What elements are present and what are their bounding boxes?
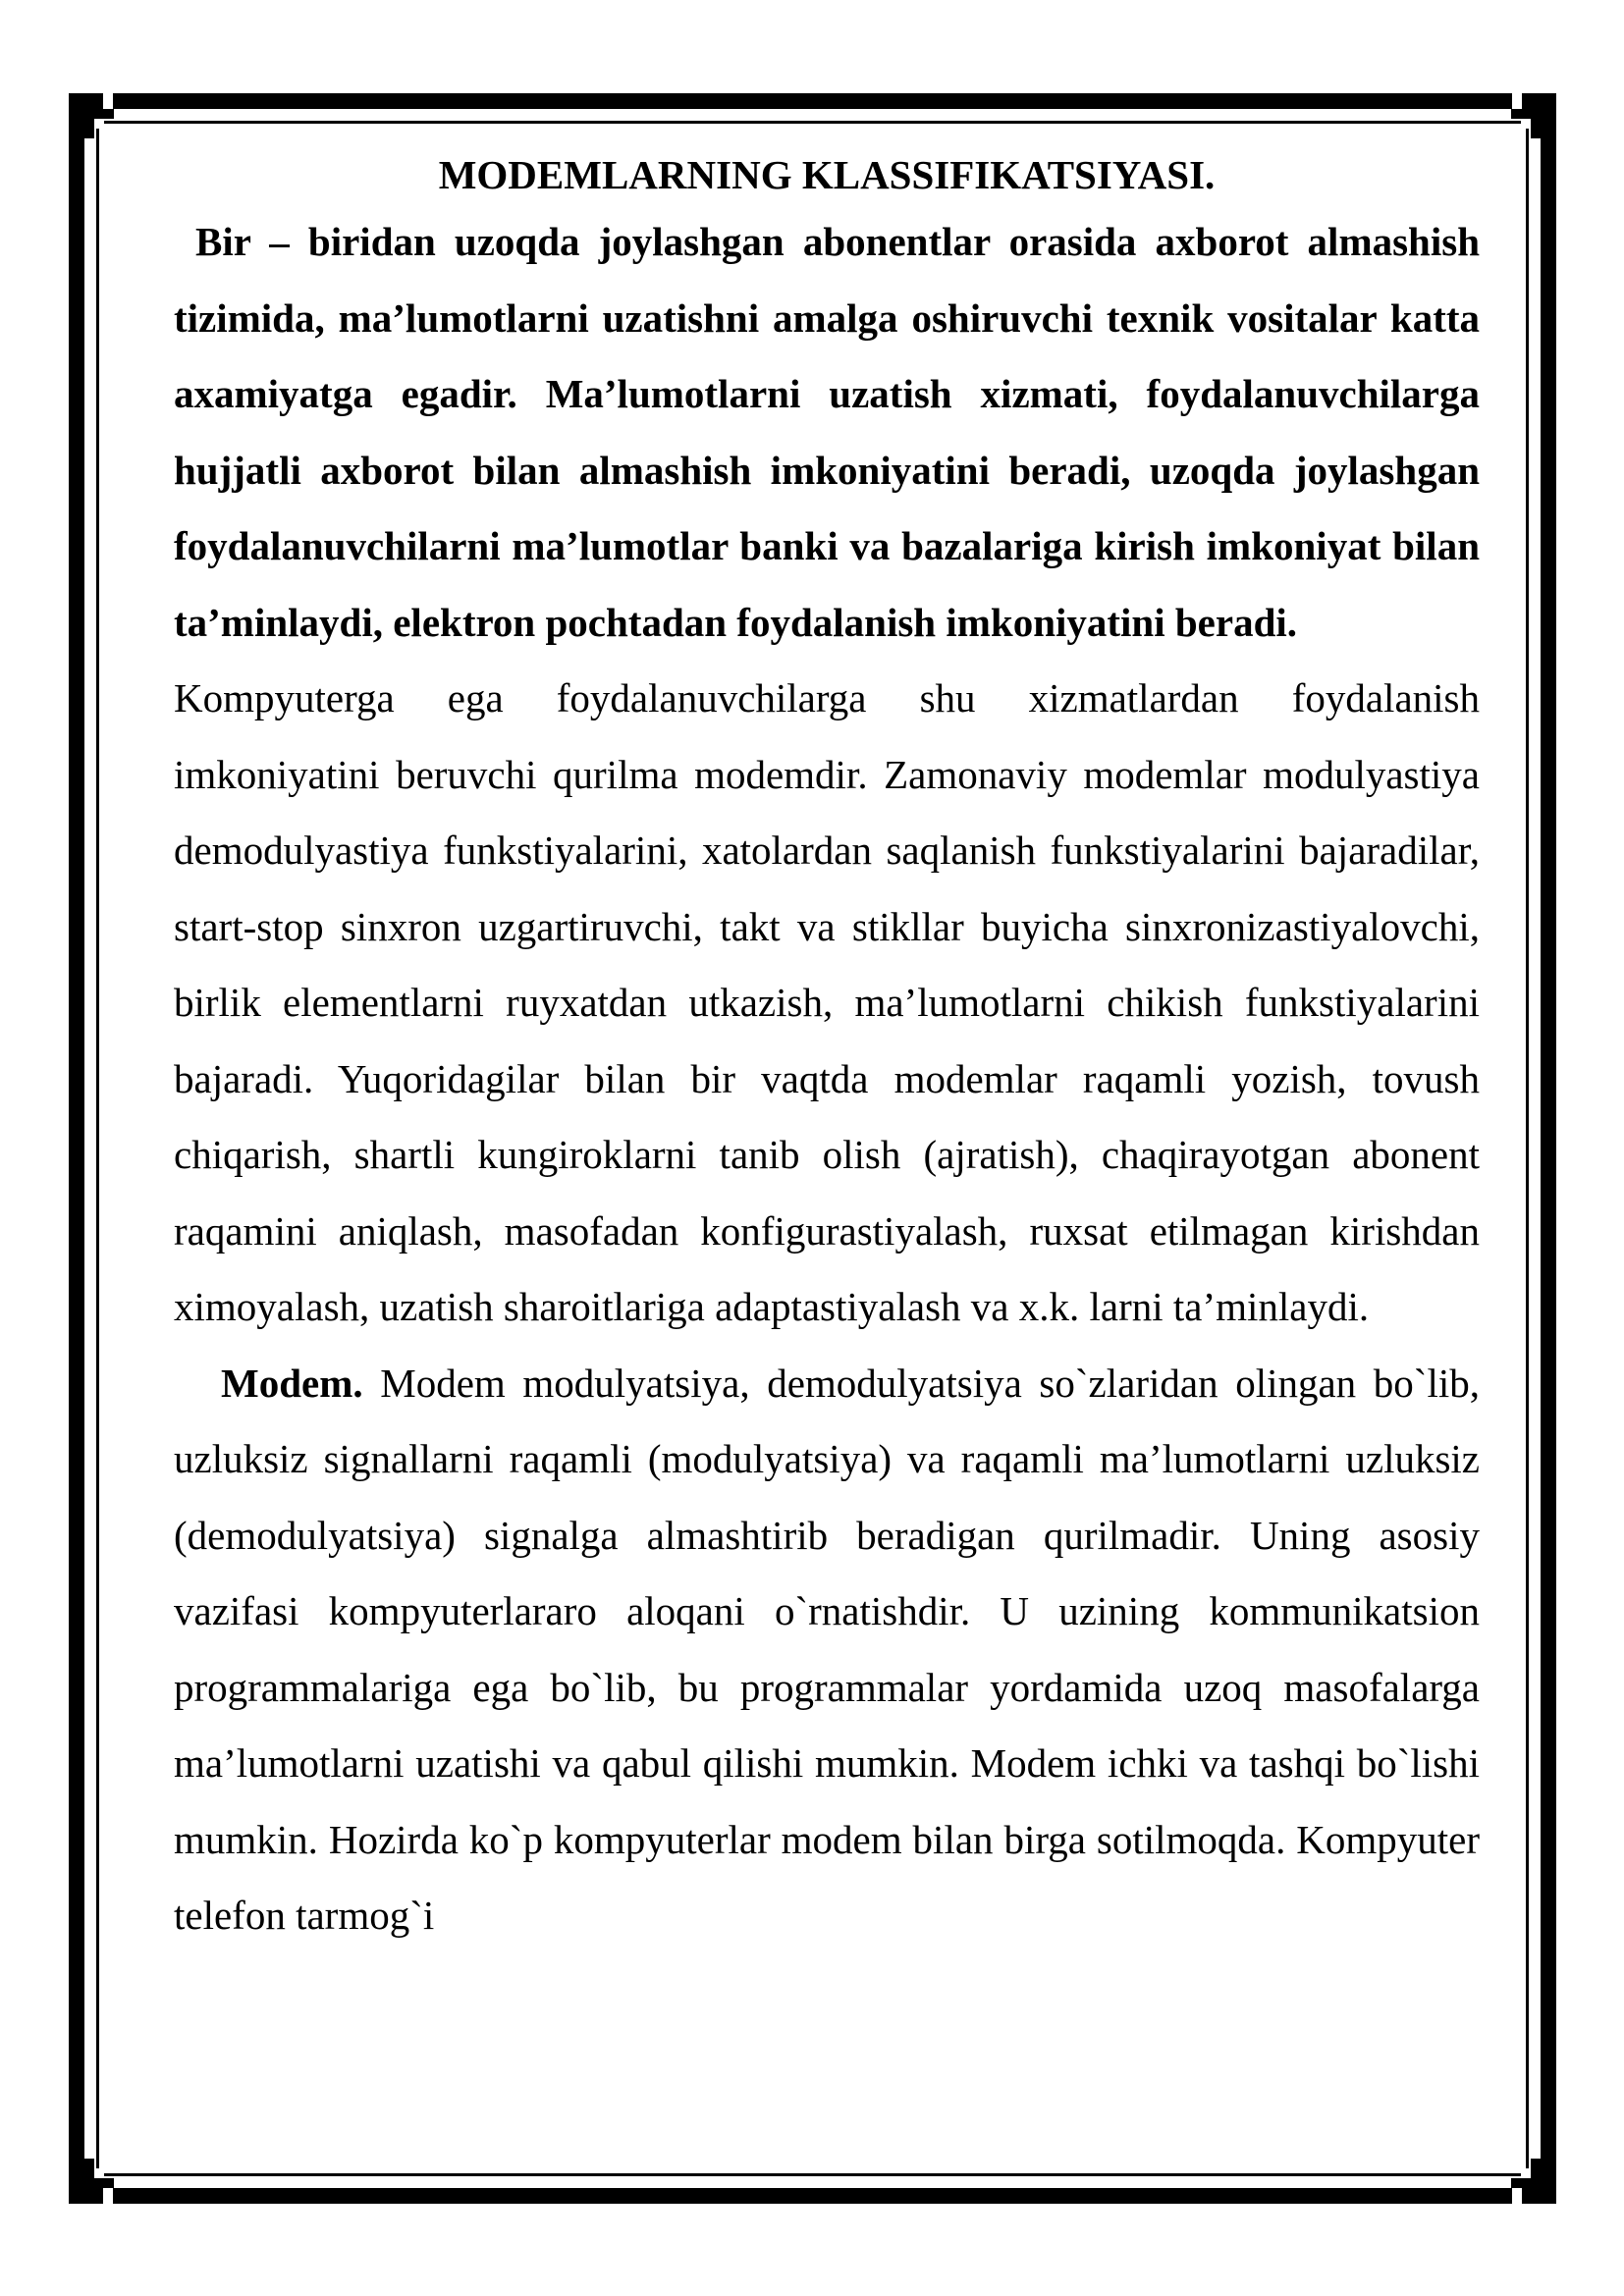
modem-lead-term: Modem. — [221, 1360, 363, 1406]
document-title: MODEMLARNING KLASSIFIKATSIYASI. — [438, 152, 1216, 197]
modem-paragraph-body: Modem modulyatsiya, demodulyatsiya so`zlaridan olingan bo`lib, uzluksiz signallarni raqamli (modulyatsiya) va raqamli ma’lumotlarni uzluksiz (demodulyatsiya) signalga almashtirib beradigan qurilmadir. Uning asosiy vazifasi kompyuterlararo aloqani o`rnatishdir. U uzining kommunikatsion programmalariga ega bo`lib, bu programmalar yordamida uzoq masofalarga ma’lumotlarni uzatishi va qabul qilishi mumkin. Modem ichki va tashqi bo`lishi mumkin. Hozirda ko`p kompyuterlar modem bilan birga sotilmoqda. Kompyuter telefon tarmog`i — [174, 1360, 1480, 1938]
document-body — [174, 145, 1480, 1954]
intro-paragraph: Bir – biridan uzoqda joylashgan abonentlar orasida axborot almashish tizimida, ma’lumotlarni uzatishni amalga oshiruvchi texnik vositalar katta axamiyatga egadir. Ma’lumotlarni uzatish xizmati, foydalanuvchilarga hujjatli axborot bilan almashish imkoniyatini beradi, uzoqda joylashgan foydalanuvchilarni ma’lumotlar banki va bazalariga kirish imkoniyat bilan ta’minlaydi, elektron pochtadan foydalanish imkoniyatini beradi. — [174, 219, 1480, 645]
paragraph-modem — [174, 1346, 1480, 1954]
paragraph-kompyuterga: Kompyuterga ega foydalanuvchilarga shu xizmatlardan foydalanish imkoniyatini beruvchi qurilma modemdir. Zamonaviy modemlar modulyastiya demodulyastiya funkstiyalarini, xatolardan saqlanish funkstiyalarini bajaradilar, start-stop sinxron uzgartiruvchi, takt va stikllar buyicha sinxronizastiyalovchi, birlik elementlarni ruyxatdan utkazish, ma’lumotlarni chikish funkstiyalarini bajaradi. Yuqoridagilar bilan bir vaqtda modemlar raqamli yozish, tovush chiqarish, shartli kungiroklarni tanib olish (ajratish), chaqirayotgan abonent raqamini aniqlash, masofadan konfigurastiyalash, ruxsat etilmagan kirishdan ximoyalash, uzatish sharoitlariga adaptastiyalash va x.k. larni ta’minlaydi. — [174, 675, 1480, 1329]
